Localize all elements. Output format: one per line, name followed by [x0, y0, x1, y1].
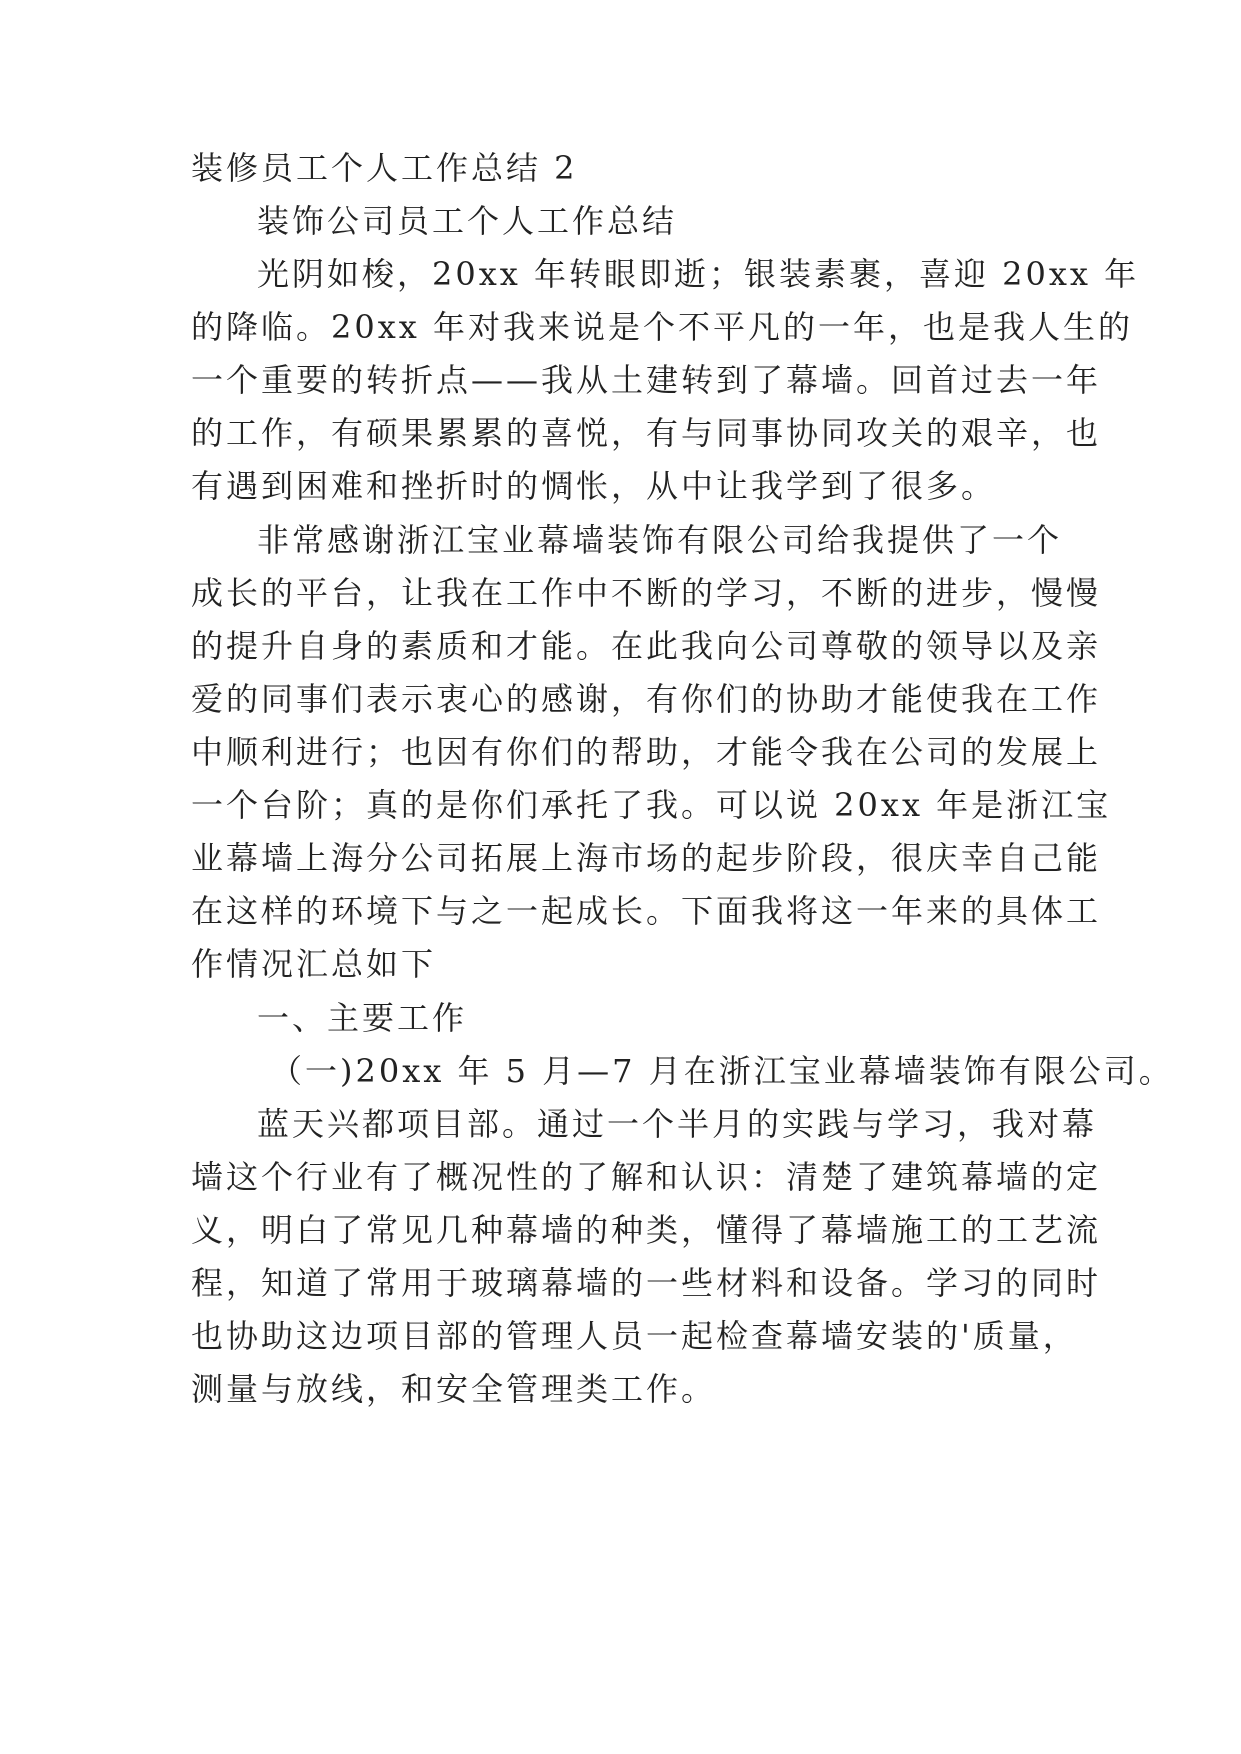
paragraph-line: 业幕墙上海分公司拓展上海市场的起步阶段，很庆幸自己能 — [191, 839, 1102, 877]
paragraph-line: 测量与放线，和安全管理类工作。 — [191, 1370, 717, 1408]
section-heading: 一、主要工作 — [257, 999, 468, 1037]
paragraph-line: 光阴如梭，20xx 年转眼即逝；银装素裹，喜迎 20xx 年 — [257, 255, 1140, 293]
paragraph-line: 的提升自身的素质和才能。在此我向公司尊敬的领导以及亲 — [191, 627, 1102, 665]
paragraph-line: 一个重要的转折点——我从土建转到了幕墙。回首过去一年 — [191, 361, 1102, 399]
paragraph-line: 在这样的环境下与之一起成长。下面我将这一年来的具体工 — [191, 892, 1102, 930]
paragraph-line: 非常感谢浙江宝业幕墙装饰有限公司给我提供了一个 — [257, 521, 1063, 559]
paragraph-line: 蓝天兴都项目部。通过一个半月的实践与学习，我对幕 — [257, 1105, 1098, 1143]
paragraph-line: 爱的同事们表示衷心的感谢，有你们的协助才能使我在工作 — [191, 680, 1102, 718]
paragraph-line: 一个台阶；真的是你们承托了我。可以说 20xx 年是浙江宝 — [191, 786, 1112, 824]
paragraph-line: 成长的平台，让我在工作中不断的学习，不断的进步，慢慢 — [191, 574, 1102, 612]
paragraph-line: 有遇到困难和挫折时的惆怅，从中让我学到了很多。 — [191, 467, 997, 505]
paragraph-line: 的降临。20xx 年对我来说是个不平凡的一年，也是我人生的 — [191, 308, 1133, 346]
subsection-heading: （一)20xx 年 5 月—7 月在浙江宝业幕墙装饰有限公司。 — [270, 1052, 1174, 1090]
paragraph-line: 的工作，有硕果累累的喜悦，有与同事协同攻关的艰辛，也 — [191, 414, 1102, 452]
paragraph-line: 墙这个行业有了概况性的了解和认识：清楚了建筑幕墙的定 — [191, 1158, 1102, 1196]
paragraph-line: 义，明白了常见几种幕墙的种类，懂得了幕墙施工的工艺流 — [191, 1211, 1102, 1249]
paragraph-line: 也协助这边项目部的管理人员一起检查幕墙安装的'质量， — [191, 1317, 1078, 1355]
paragraph-line: 程，知道了常用于玻璃幕墙的一些材料和设备。学习的同时 — [191, 1264, 1102, 1302]
paragraph-line: 中顺利进行；也因有你们的帮助，才能令我在公司的发展上 — [191, 733, 1102, 771]
document-title: 装修员工个人工作总结 2 — [191, 149, 578, 187]
paragraph-line: 作情况汇总如下 — [191, 945, 437, 983]
document-subtitle: 装饰公司员工个人工作总结 — [257, 202, 678, 240]
